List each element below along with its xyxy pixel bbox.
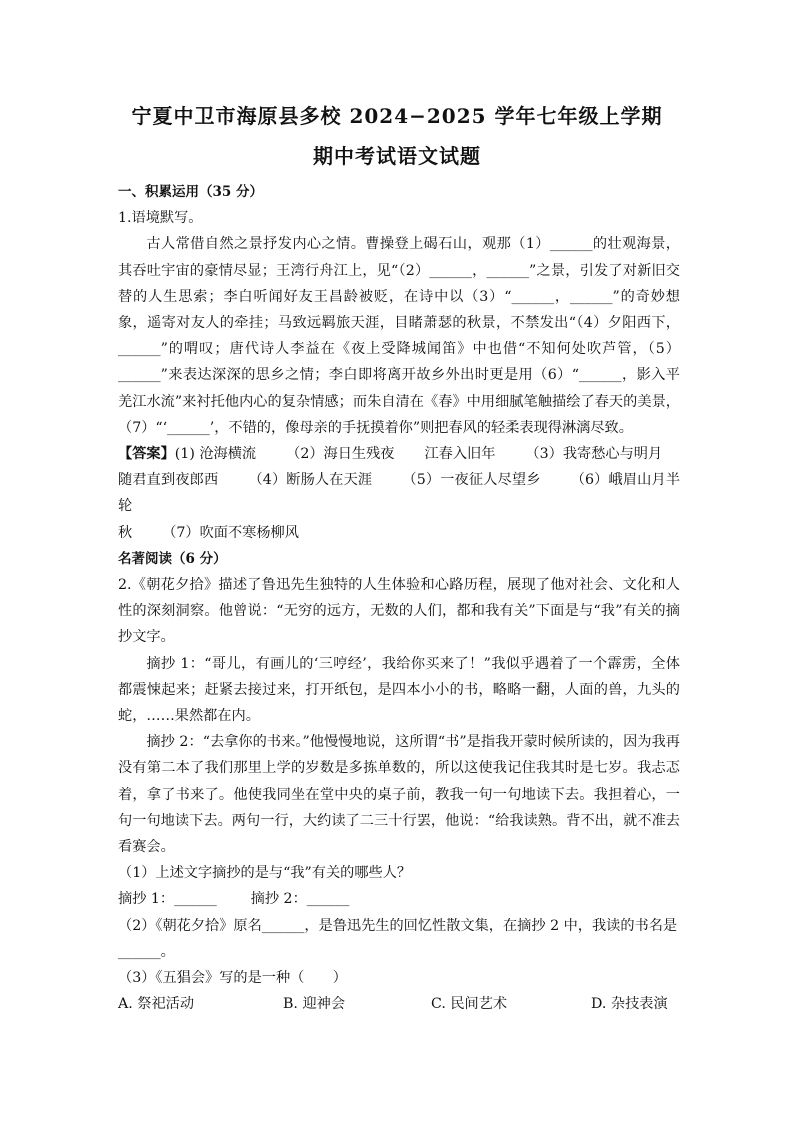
option-c: C. 民间艺术 [431, 996, 508, 1013]
question-2-sub-2-line-2: ______。 [118, 943, 175, 960]
question-1-heading: 1.语境默写。 [118, 210, 203, 227]
question-1-answer [118, 441, 680, 546]
question-2-sub-2-line-1: （2）《朝花夕拾》原名______，是鲁迅先生的回忆性散文集，在摘抄 2 中，我读的书名是 [118, 917, 678, 934]
option-b: B. 迎神会 [283, 996, 346, 1013]
answer-tag: 【答案】 [118, 446, 175, 463]
answer-item: (1) 沧海横流 [174, 446, 257, 463]
question-2-excerpt-2: 摘抄 2：“去拿你的书来。”他慢慢地说，这所谓“书”是指我开蒙时候所读的，因为我再没有第二本了我们那里上学的岁数是多拣单数的，所以这使我记住我其时是七岁。我忐忑着，拿了书来了。他使我同坐在堂中央的桌子前，教我一句一句地读下去。我担着心，一句一句地读下去。两句一行，大约读了二三十行罢，他说：“给我读熟。背不出，就不准去看赛会。 [118, 734, 680, 856]
document-body [118, 179, 680, 1018]
document-title-line1: 宁夏中卫市海原县多校 2024−2025 学年七年级上学期 [131, 104, 663, 128]
answer-item: （3）我寄愁心与明月 [525, 446, 663, 463]
choice-options [118, 991, 680, 1017]
question-2-intro: 2.《朝花夕拾》描述了鲁迅先生独特的人生体验和心路历程，展现了他对社会、文化和人性的深刻洞察。他曾说：“无穷的远方，无数的人们，都和我有关”下面是与“我”有关的摘抄文字。 [118, 577, 680, 646]
answer-blank-excerpt-2: 摘抄 2：______ [250, 891, 350, 908]
option-a: A. 祭祀活动 [118, 996, 195, 1013]
answer-item: （7）吹面不寒杨柳风 [162, 524, 299, 541]
option-d: D. 杂技表演 [591, 996, 668, 1013]
answer-item: （5）一夜征人尽望乡 [402, 472, 541, 489]
question-2-excerpt-1: 摘抄 1：“哥儿，有画儿的‘三哼经’，我给你买来了！”我似乎遇着了一个霹雳，全体都震悚起来；赶紧去接过来，打开纸包，是四本小小的书，略略一翻，人面的兽，九头的蛇，……果然都在内。 [118, 655, 680, 725]
document-title-line2: 期中考试语文试题 [313, 144, 481, 168]
question-1-body: 古人常借自然之景抒发内心之情。曹操登上碣石山，观那（1）______的壮观海景，其吞吐宇宙的豪情尽显；王湾行舟江上，见“（2）______，______”之景，引发了对新旧交替的人生思索；李白听闻好友王昌龄被贬，在诗中以（3）“______，______”的奇妙想象，遥寄对友人的牵挂；马致远羁旅天涯，目睹萧瑟的秋景，不禁发出“（4）夕阳西下，______”的喟叹；唐代诗人李益在《夜上受降城闻笛》中也借“不知何处吹芦管，（5）______”来表达深深的思乡之情；李白即将离开故乡外出时更是用（6）“______，影入平羌江水流”来衬托他内心的复杂情感；而朱自清在《春》中用细腻笔触描绘了春天的美景，（7）“‘______’，不错的，像母亲的手抚摸着你”则把春风的轻柔表现得淋漓尽致。 [118, 236, 680, 436]
answer-item: （2）海日生残夜 [286, 446, 395, 463]
question-2-sub-1: （1）上述文字摘抄的是与“我”有关的哪些人？ [118, 865, 412, 882]
section-heading-1: 一、积累运用（35 分） [118, 184, 263, 200]
answer-item: （4）断肠人在天涯 [248, 472, 373, 489]
answer-blank-excerpt-1: 摘抄 1：______ [118, 891, 217, 908]
answer-item: 秋 [118, 524, 133, 541]
answer-item: （6）峨眉山月半轮 [118, 472, 681, 515]
section-heading-2: 名著阅读（6 分） [118, 550, 227, 567]
answer-item: 随君直到夜郎西 [118, 472, 219, 489]
question-2-sub-1-blanks [118, 886, 680, 912]
answer-item: 江春入旧年 [424, 446, 496, 463]
question-2-sub-3: （3）《五猖会》写的是一种（ ） [118, 970, 347, 987]
